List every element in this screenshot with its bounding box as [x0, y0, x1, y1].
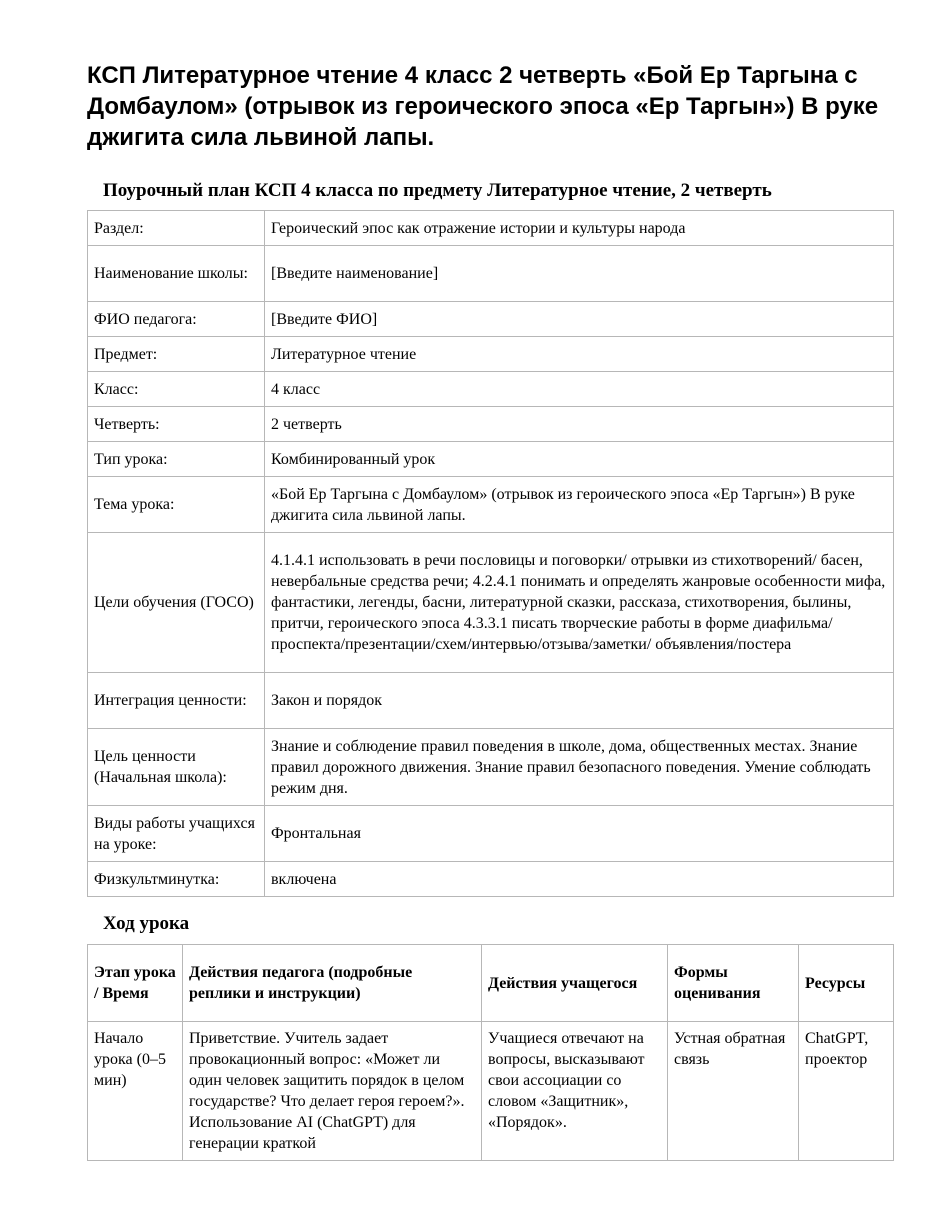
header-student-actions: Действия учащегося	[482, 945, 668, 1022]
info-row-quarter	[88, 407, 894, 442]
info-value: Литературное чтение	[265, 337, 894, 372]
info-row-value-goal	[88, 729, 894, 806]
info-row-school	[88, 246, 894, 302]
info-row-section	[88, 211, 894, 246]
info-label: Тема урока:	[88, 477, 265, 533]
info-label: Тип урока:	[88, 442, 265, 477]
info-row-teacher	[88, 302, 894, 337]
info-value: 2 четверть	[265, 407, 894, 442]
assessment-cell: Устная обратная связь	[668, 1022, 799, 1161]
course-heading: Ход урока	[103, 913, 190, 934]
info-value: Закон и порядок	[265, 673, 894, 729]
info-value: «Бой Ер Таргына с Домбаулом» (отрывок из героического эпоса «Ер Таргын») В руке джигита сила львиной лапы.	[265, 477, 894, 533]
resources-cell: ChatGPT, проектор	[799, 1022, 894, 1161]
info-label: Наименование школы:	[88, 246, 265, 302]
info-row-grade	[88, 372, 894, 407]
info-row-physical-break	[88, 862, 894, 897]
info-value: [Введите ФИО]	[265, 302, 894, 337]
header-resources: Ресурсы	[799, 945, 894, 1022]
info-row-value-integration	[88, 673, 894, 729]
course-header-row	[88, 945, 894, 1022]
teacher-actions-cell: Приветствие. Учитель задает провокационный вопрос: «Может ли один человек защитить порядок в целом государстве? Что делает героя героем?». Использование AI (ChatGPT) для генерации краткой	[183, 1022, 482, 1161]
info-value: [Введите наименование]	[265, 246, 894, 302]
info-row-topic	[88, 477, 894, 533]
student-actions-cell: Учащиеся отвечают на вопросы, высказывают свои ассоциации со словом «Защитник», «Порядок».	[482, 1022, 668, 1161]
plan-heading: Поурочный план КСП 4 класса по предмету Литературное чтение, 2 четверть	[103, 180, 772, 201]
info-label: Физкультминутка:	[88, 862, 265, 897]
info-label: Раздел:	[88, 211, 265, 246]
info-row-subject	[88, 337, 894, 372]
info-label: Виды работы учащихся на уроке:	[88, 806, 265, 862]
document-title: КСП Литературное чтение 4 класс 2 четверть «Бой Ер Таргына с Домбаулом» (отрывок из героического эпоса «Ер Таргын») В руке джигита сила львиной лапы.	[87, 62, 879, 151]
info-row-work-types	[88, 806, 894, 862]
info-value: Комбинированный урок	[265, 442, 894, 477]
lesson-info-table	[87, 210, 894, 897]
info-label: Предмет:	[88, 337, 265, 372]
stage-cell: Начало урока (0–5 мин)	[88, 1022, 183, 1161]
header-teacher-actions: Действия педагога (подробные реплики и инструкции)	[183, 945, 482, 1022]
lesson-course-table	[87, 944, 894, 1161]
table-row	[88, 1022, 894, 1161]
header-assessment: Формы оценивания	[668, 945, 799, 1022]
info-value: Знание и соблюдение правил поведения в школе, дома, общественных местах. Знание правил дорожного движения. Знание правил безопасного поведения. Умение соблюдать режим дня.	[265, 729, 894, 806]
info-value: 4 класс	[265, 372, 894, 407]
info-label: Цель ценности (Начальная школа):	[88, 729, 265, 806]
info-value: Фронтальная	[265, 806, 894, 862]
info-row-lesson-type	[88, 442, 894, 477]
info-value: 4.1.4.1 использовать в речи пословицы и поговорки/ отрывки из стихотворений/ басен, невербальные средства речи; 4.2.4.1 понимать и определять жанровые особенности мифа, фантастики, легенды, басни, литературной сказки, рассказа, стихотворения, былины, притчи, героического эпоса 4.3.3.1 писать творческие работы в форме диафильма/ проспекта/презентации/схем/интервью/отзыва/заметки/ объявления/постера	[265, 533, 894, 673]
info-label: Цели обучения (ГОСО)	[88, 533, 265, 673]
info-label: Класс:	[88, 372, 265, 407]
info-label: ФИО педагога:	[88, 302, 265, 337]
info-label: Интеграция ценности:	[88, 673, 265, 729]
info-value: Героический эпос как отражение истории и культуры народа	[265, 211, 894, 246]
info-value: включена	[265, 862, 894, 897]
info-row-goals	[88, 533, 894, 673]
header-stage: Этап урока / Время	[88, 945, 183, 1022]
info-label: Четверть:	[88, 407, 265, 442]
